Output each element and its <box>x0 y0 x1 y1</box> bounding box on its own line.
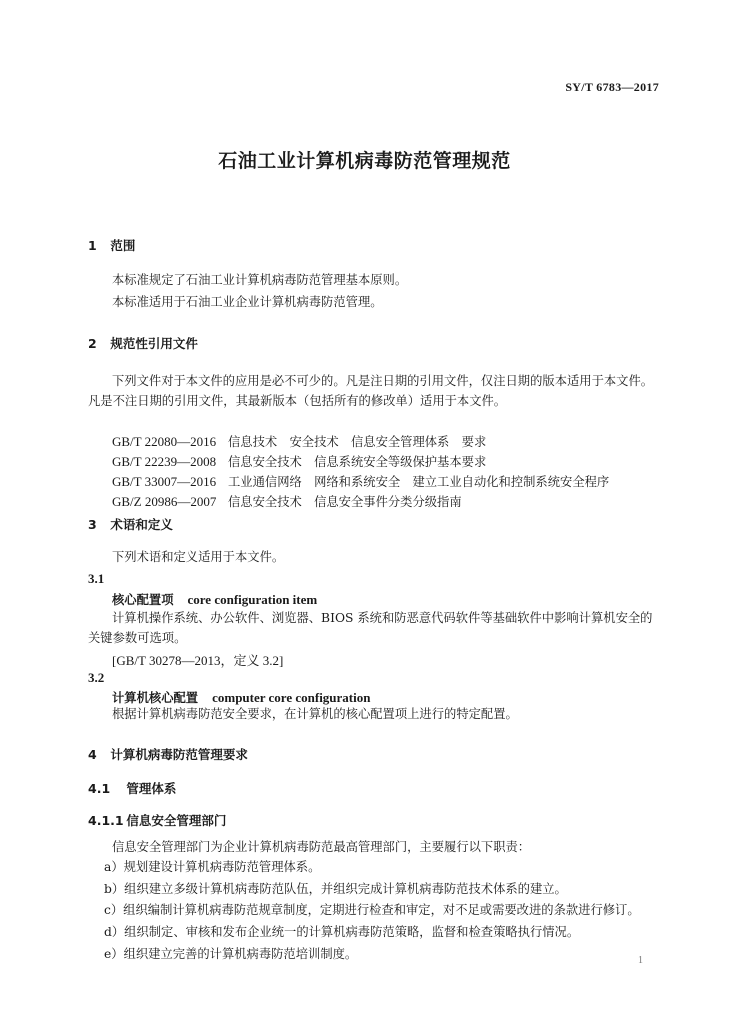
reference-code: GB/T 22239—2008 <box>112 454 217 469</box>
term-source: [GB/T 30278—2013，定义 3.2] <box>112 653 284 668</box>
section-title: 范围 <box>110 238 136 253</box>
section-4-heading <box>88 745 248 763</box>
reference-item <box>112 492 462 510</box>
subsection-heading <box>88 779 176 797</box>
section-number: 3 <box>88 517 97 532</box>
reference-item <box>112 452 486 470</box>
section-title: 术语和定义 <box>110 517 173 532</box>
term-en: core configuration item <box>187 592 318 607</box>
paragraph: 本标准规定了石油工业计算机病毒防范管理基本原则。 <box>112 273 408 287</box>
section-1-heading <box>88 236 135 254</box>
term-definition: 计算机操作系统、办公软件、浏览器、BIOS 系统和防恶意代码软件等基础软件中影响计算机安全的关键参数可选项。 <box>88 611 653 645</box>
paragraph: 下列术语和定义适用于本文件。 <box>112 550 285 564</box>
paragraph: 信息安全管理部门为企业计算机病毒防范最高管理部门，主要履行以下职责： <box>112 840 531 854</box>
section-number: 1 <box>88 238 97 253</box>
reference-code: GB/Z 20986—2007 <box>112 494 217 509</box>
term-number: 3.2 <box>88 670 105 685</box>
list-item: a）规划建设计算机病毒防范管理体系。 <box>104 860 321 874</box>
list-item: e）组织建立完善的计算机病毒防范培训制度。 <box>104 947 358 961</box>
standard-code: SY/T 6783—2017 <box>565 80 659 94</box>
reference-title: 信息安全技术 信息系统安全等级保护基本要求 <box>228 455 487 469</box>
reference-title: 信息技术 安全技术 信息安全管理体系 要求 <box>228 435 487 449</box>
section-number: 4.1 <box>88 781 111 796</box>
reference-title: 信息安全技术 信息安全事件分类分级指南 <box>228 495 462 509</box>
reference-code: GB/T 22080—2016 <box>112 434 217 449</box>
reference-title: 工业通信网络 网络和系统安全 建立工业自动化和控制系统安全程序 <box>228 475 610 489</box>
term-definition: 根据计算机病毒防范安全要求，在计算机的核心配置项上进行的特定配置。 <box>112 707 518 721</box>
paragraph: 下列文件对于本文件的应用是必不可少的。凡是注日期的引用文件，仅注日期的版本适用于本文件。凡是不注日期的引用文件，其最新版本（包括所有的修改单）适用于本文件。 <box>88 374 654 408</box>
section-number: 4.1.1 <box>88 813 124 828</box>
section-number: 2 <box>88 336 97 351</box>
section-title: 信息安全管理部门 <box>126 813 227 828</box>
section-number: 4 <box>88 747 97 762</box>
section-title: 规范性引用文件 <box>110 336 198 351</box>
reference-item <box>112 432 486 450</box>
term-en: computer core configuration <box>212 690 371 705</box>
term-zh: 核心配置项 <box>112 593 174 607</box>
term-number: 3.1 <box>88 571 105 586</box>
reference-item <box>112 472 609 490</box>
list-item: d）组织制定、审核和发布企业统一的计算机病毒防范策略，监督和检查策略执行情况。 <box>104 925 580 939</box>
term-zh: 计算机核心配置 <box>112 691 199 705</box>
subsection-heading <box>88 811 226 829</box>
page-number: 1 <box>638 955 643 966</box>
section-title: 计算机病毒防范管理要求 <box>110 747 248 762</box>
paragraph: 本标准适用于石油工业企业计算机病毒防范管理。 <box>112 295 383 309</box>
document-title: 石油工业计算机病毒防范管理规范 <box>218 150 511 172</box>
section-title: 管理体系 <box>126 781 177 796</box>
section-3-heading <box>88 515 173 533</box>
term-heading <box>112 590 317 608</box>
reference-code: GB/T 33007—2016 <box>112 474 217 489</box>
section-2-heading <box>88 334 198 352</box>
list-item: c）组织编制计算机病毒防范规章制度，定期进行检查和审定，对不足或需要改进的条款进行修订。 <box>104 903 640 917</box>
list-item: b）组织建立多级计算机病毒防范队伍，并组织完成计算机病毒防范技术体系的建立。 <box>104 882 567 896</box>
